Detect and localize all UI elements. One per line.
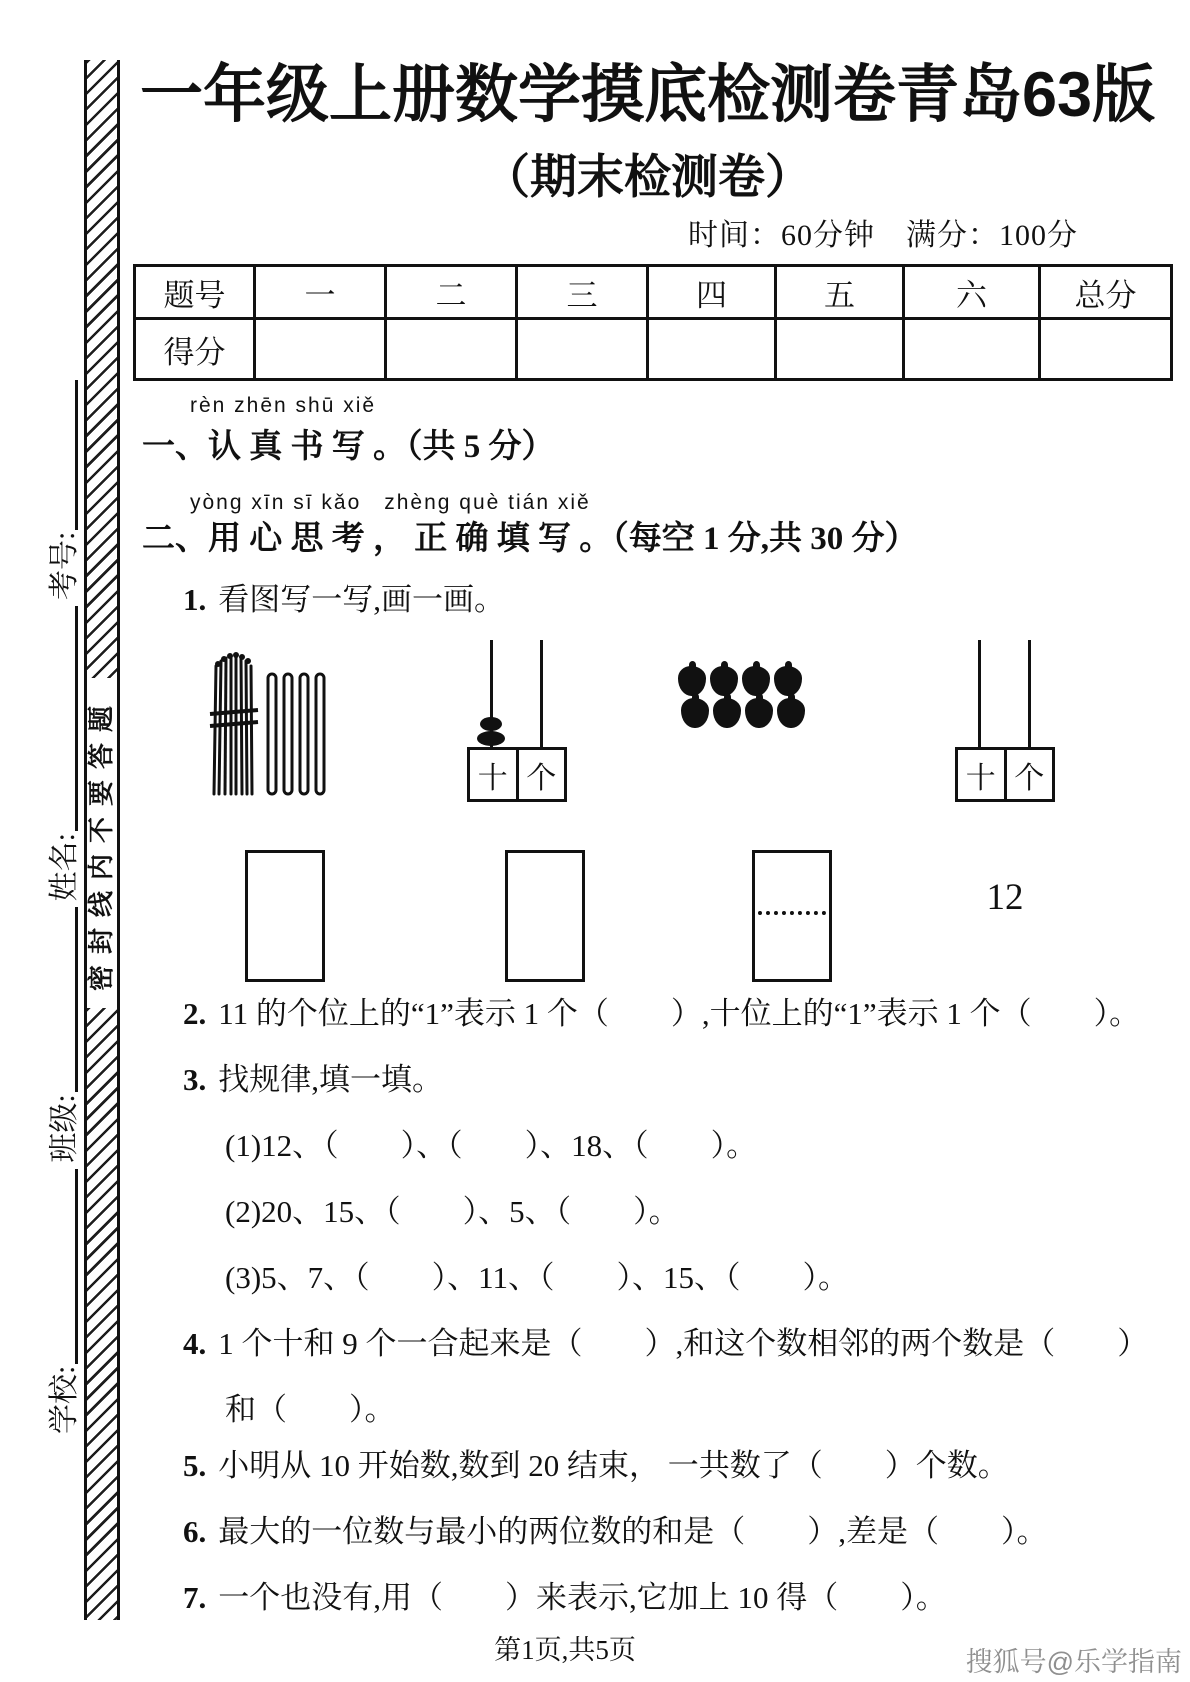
snails-figure xyxy=(678,666,809,728)
question-7-number: 7. xyxy=(183,1580,207,1615)
question-3-item-1: (1)12、（ ）、（ ）、18、（ ）。 xyxy=(225,1128,758,1163)
tens-rod xyxy=(978,640,981,747)
snail-row xyxy=(681,698,809,728)
score-table-header-cell: 题号 xyxy=(135,266,255,319)
ones-rod xyxy=(1028,640,1031,747)
watermark-sohu-account: 搜狐号@乐学指南 xyxy=(965,1647,1182,1677)
snail-icon xyxy=(710,666,738,696)
snail-icon xyxy=(774,666,802,696)
question-3-item-3: (3)5、7、（ ）、11、（ ）、15、（ ）。 xyxy=(225,1260,849,1295)
seal-hatching-top xyxy=(87,60,117,678)
question-5 xyxy=(183,1440,1009,1485)
question-3-text: 找规律,填一填。 xyxy=(218,1062,443,1097)
snail-icon xyxy=(678,666,706,696)
snail-icon xyxy=(742,666,770,696)
given-number-12: 12 xyxy=(986,877,1024,918)
score-row-label: 得分 xyxy=(135,319,255,380)
field-label-school: 学校: xyxy=(48,1365,81,1434)
question-1 xyxy=(183,574,505,619)
snail-icon xyxy=(745,698,773,728)
section2-pinyin: yòng xīn sī kǎo zhèng què tián xiě xyxy=(190,491,591,514)
student-info-sidebar xyxy=(36,150,86,1440)
question-3-item-2: (2)20、15、（ ）、5、（ ）。 xyxy=(225,1194,680,1229)
seal-text-zone xyxy=(87,678,117,1008)
field-blank-line-name xyxy=(45,606,78,831)
field-label-exam-number: 考号: xyxy=(48,531,81,600)
ones-label: 个 xyxy=(1014,761,1045,795)
score-table-header-cell: 一 xyxy=(255,266,386,319)
snail-icon xyxy=(681,698,709,728)
snail-row xyxy=(678,666,809,696)
question-2 xyxy=(183,988,1140,1033)
counting-stand-with-beads xyxy=(467,640,567,802)
exam-subtitle: （期末检测卷） xyxy=(483,152,812,204)
question-4-number: 4. xyxy=(183,1326,207,1361)
question-4-text-line1: 1 个十和 9 个一合起来是（ ）,和这个数相邻的两个数是（ ） xyxy=(218,1326,1149,1361)
tens-label: 十 xyxy=(958,750,1007,799)
answer-box-3 xyxy=(752,850,832,982)
answer-box-2 xyxy=(505,850,585,982)
question-2-text: 11 的个位上的“1”表示 1 个（ ）,十位上的“1”表示 1 个（ ）。 xyxy=(218,996,1141,1031)
score-table-score-row xyxy=(135,319,1172,380)
score-table-header-cell: 二 xyxy=(386,266,517,319)
dashed-middle-line xyxy=(758,911,826,915)
place-value-box xyxy=(955,747,1055,802)
score-table-header-cell: 总分 xyxy=(1040,266,1172,319)
question-4-text-line2: 和（ ）。 xyxy=(225,1392,396,1427)
question-1-number: 1. xyxy=(183,582,207,617)
score-cell-empty xyxy=(386,319,517,380)
question-4 xyxy=(183,1318,1148,1363)
section2-heading: 二、用 心 思 考 ， 正 确 填 写 。（每空 1 分,共 30 分） xyxy=(142,521,918,557)
seal-hatching-bottom xyxy=(87,1008,117,1620)
answer-box-1 xyxy=(245,850,325,982)
score-cell-empty xyxy=(904,319,1040,380)
field-label-name: 姓名: xyxy=(48,832,81,902)
counting-stand-empty xyxy=(955,640,1055,802)
bead xyxy=(480,717,502,731)
score-table-header-cell: 四 xyxy=(648,266,776,319)
seal-line-text: 密封线内不要答题 xyxy=(87,695,116,992)
sticks-figure xyxy=(208,652,326,807)
section1-pinyin: rèn zhēn shū xiě xyxy=(190,394,377,417)
place-value-box xyxy=(467,747,567,802)
question-7 xyxy=(183,1572,947,1617)
snail-icon xyxy=(777,698,805,728)
question-3 xyxy=(183,1054,443,1099)
seal-line-strip xyxy=(84,60,120,1620)
exam-title: 一年级上册数学摸底检测卷青岛63版 xyxy=(139,60,1156,130)
score-cell-empty xyxy=(776,319,904,380)
score-cell-empty xyxy=(255,319,386,380)
field-blank-line-class xyxy=(45,907,78,1092)
question-5-number: 5. xyxy=(183,1448,207,1483)
field-label-class: 班级: xyxy=(48,1094,81,1163)
section1-heading: 一、认 真 书 写 。（共 5 分） xyxy=(142,429,555,465)
question-3-number: 3. xyxy=(183,1062,207,1097)
score-table-header-cell: 六 xyxy=(904,266,1040,319)
question-7-text: 一个也没有,用（ ）来表示,它加上 10 得（ ）。 xyxy=(218,1580,947,1615)
question-1-text: 看图写一写,画一画。 xyxy=(218,582,505,617)
page-number: 第1页,共5页 xyxy=(494,1635,636,1665)
score-cell-empty xyxy=(648,319,776,380)
ones-rod xyxy=(540,640,543,747)
score-cell-empty xyxy=(1040,319,1172,380)
question-2-number: 2. xyxy=(183,996,207,1031)
field-blank-line-exam-number xyxy=(45,380,78,530)
question-6-text: 最大的一位数与最小的两位数的和是（ ）,差是（ ）。 xyxy=(218,1514,1048,1549)
student-info-rotated-line xyxy=(36,150,86,1440)
score-table-header-cell: 五 xyxy=(776,266,904,319)
question-5-text: 小明从 10 开始数,数到 20 结束， 一共数了（ ）个数。 xyxy=(218,1448,1009,1483)
question-6 xyxy=(183,1506,1048,1551)
field-blank-line-school xyxy=(45,1169,78,1364)
question-6-number: 6. xyxy=(183,1514,207,1549)
score-cell-empty xyxy=(517,319,648,380)
time-fullscore-meta: 时间：60分钟 满分：100分 xyxy=(688,219,1078,252)
bead xyxy=(477,731,505,746)
score-table xyxy=(133,264,1173,381)
score-table-header-cell: 三 xyxy=(517,266,648,319)
score-table-header-row xyxy=(135,266,1172,319)
tens-label: 十 xyxy=(470,750,519,799)
stick-bundle-icon xyxy=(208,652,326,802)
snail-icon xyxy=(713,698,741,728)
ones-label: 个 xyxy=(526,761,557,795)
